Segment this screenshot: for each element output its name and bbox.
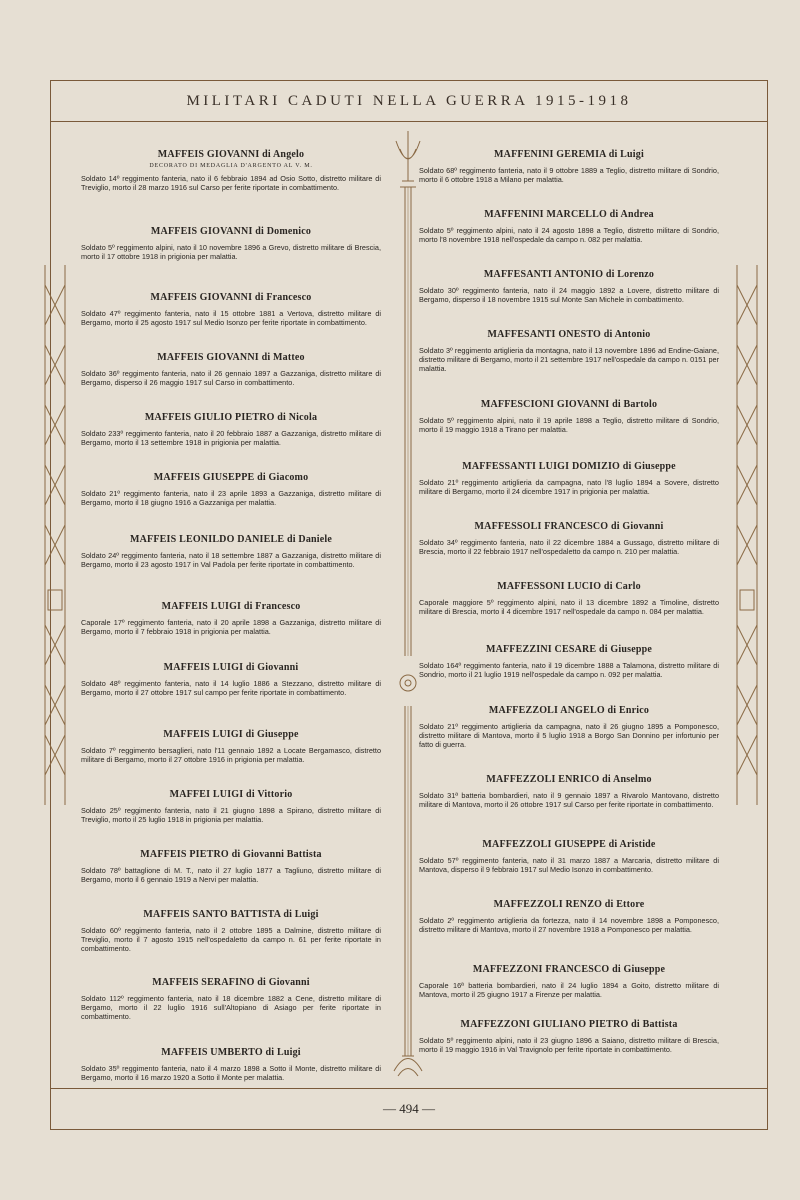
record-entry	[81, 226, 381, 261]
record-entry	[419, 644, 719, 679]
record-name: MAFFENINI GEREMIA di Luigi	[494, 149, 644, 160]
record-entry	[419, 329, 719, 373]
record-text: Soldato 25º reggimento fanteria, nato il 21 giugno 1898 a Spirano, distretto militare di Treviglio, morto il 25 luglio 1918 in prigionia per malattia.	[81, 806, 381, 824]
record-text: Soldato 3º reggimento artiglieria da montagna, nato il 13 novembre 1896 ad Endine-Gaiane, distretto militare di Bergamo, morto il 21 settembre 1917 nell'ospedale da campo n. 0151 per malattia.	[419, 346, 719, 373]
record-entry	[81, 789, 381, 824]
record-entry	[419, 399, 719, 434]
record-text: Soldato 68º reggimento fanteria, nato il 9 ottobre 1889 a Teglio, distretto militare di Sondrio, morto il 6 ottobre 1918 a Milano per malattia.	[419, 166, 719, 184]
record-text: Soldato 2º reggimento artiglieria da fortezza, nato il 14 novembre 1898 a Pomponesco, distretto militare di Mantova, morto il 27 novembre 1918 a Pomponesco per malattia.	[419, 916, 719, 934]
record-text: Soldato 34º reggimento fanteria, nato il 22 dicembre 1884 a Gussago, distretto militare di Brescia, morto il 22 febbraio 1917 nell'ospedaletto da campo n. 210 per malattia.	[419, 538, 719, 556]
record-entry	[419, 839, 719, 874]
record-text: Soldato 21º reggimento fanteria, nato il 23 aprile 1893 a Gazzaniga, distretto militare di Bergamo, morto il 18 giugno 1916 a Gazzaniga per malattia.	[81, 489, 381, 507]
record-text: Caporale 17º reggimento fanteria, nato il 20 aprile 1898 a Gazzaniga, distretto militare di Bergamo, morto il 7 febbraio 1918 in prigionia per malattia.	[81, 618, 381, 636]
record-name: MAFFEIS GIOVANNI di Angelo	[157, 149, 305, 160]
record-entry	[81, 662, 381, 697]
record-name: MAFFEIS GIUSEPPE di Giacomo	[153, 472, 309, 483]
record-entry	[419, 1019, 719, 1054]
record-name: MAFFEIS UMBERTO di Luigi	[161, 1047, 301, 1058]
record-entry	[419, 269, 719, 304]
record-name: MAFFESANTI ANTONIO di Lorenzo	[483, 269, 655, 280]
record-text: Soldato 5º reggimento alpini, nato il 19 aprile 1898 a Teglio, distretto militare di Sondrio, morto il 19 maggio 1918 a Tirano per malattia.	[419, 416, 719, 434]
record-entry	[81, 534, 381, 569]
page-number: — 494 —	[383, 1101, 435, 1116]
record-text: Soldato 30º reggimento fanteria, nato il 24 maggio 1892 a Lovere, distretto militare di Bergamo, disperso il 18 novembre 1915 sul Monte San Michele in combattimento.	[419, 286, 719, 304]
record-entry	[419, 899, 719, 934]
footer-rule	[51, 1088, 767, 1089]
record-entry	[419, 149, 719, 184]
record-entry	[419, 774, 719, 809]
record-name: MAFFEIS GIOVANNI di Matteo	[157, 352, 305, 363]
record-text: Soldato 21º reggimento artiglieria da campagna, nato il 26 giugno 1895 a Pomponesco, distretto militare di Mantova, morto il 5 luglio 1918 a Borgo San Donnino per infortunio per fatto di guerra.	[419, 722, 719, 749]
record-text: Caporale 16ª batteria bombardieri, nato il 24 luglio 1894 a Goito, distretto militare di Mantova, morto il 25 giugno 1917 a Firenze per malattia.	[419, 981, 719, 999]
record-name: MAFFEIS GIOVANNI di Domenico	[150, 226, 312, 237]
record-text: Soldato 24º reggimento fanteria, nato il 18 settembre 1887 a Gazzaniga, distretto militare di Bergamo, morto il 23 agosto 1917 in Val Padola per ferite riportate in combattimento.	[81, 551, 381, 569]
record-entry	[419, 209, 719, 244]
record-entry	[81, 472, 381, 507]
record-text: Soldato 35º reggimento fanteria, nato il 4 marzo 1898 a Sotto il Monte, distretto militare di Bergamo, morto il 16 marzo 1920 a Sotto il Monte per malattia.	[81, 1064, 381, 1082]
record-text: Soldato 36º reggimento fanteria, nato il 26 gennaio 1897 a Gazzaniga, distretto militare di Bergamo, disperso il 26 maggio 1917 sul Carso in combattimento.	[81, 369, 381, 387]
record-name: MAFFESCIONI GIOVANNI di Bartolo	[480, 399, 658, 410]
record-name: MAFFEIS LUIGI di Giuseppe	[163, 729, 299, 740]
record-entry	[81, 149, 381, 192]
record-name: MAFFEIS LUIGI di Giovanni	[163, 662, 299, 673]
record-entry	[419, 705, 719, 749]
record-text: Soldato 164º reggimento fanteria, nato il 19 dicembre 1888 a Talamona, distretto militare di Sondrio, morto il 21 luglio 1919 nell'ospedale da campo n. 092 per malattia.	[419, 661, 719, 679]
record-name: MAFFESSOLI FRANCESCO di Giovanni	[474, 521, 664, 532]
record-name: MAFFEZZOLI RENZO di Ettore	[493, 899, 645, 910]
record-text: Soldato 21º reggimento artiglieria da campagna, nato l'8 luglio 1894 a Sovere, distretto militare di Bergamo, morto il 24 dicembre 1917 in prigionia per malattia.	[419, 478, 719, 496]
page-frame	[50, 80, 768, 1130]
record-name: MAFFEIS LEONILDO DANIELE di Daniele	[129, 534, 333, 545]
record-name: MAFFEIS SERAFINO di Giovanni	[152, 977, 310, 988]
record-text: Soldato 78º battaglione di M. T., nato il 27 luglio 1877 a Tagliuno, distretto militare di Bergamo, morto il 6 gennaio 1919 a Nervi per malattia.	[81, 866, 381, 884]
record-entry	[81, 729, 381, 764]
record-decoration: DECORATO DI MEDAGLIA D'ARGENTO AL V. M.	[149, 163, 313, 169]
record-entry	[81, 352, 381, 387]
record-entry	[419, 964, 719, 999]
record-entry	[81, 977, 381, 1021]
record-text: Soldato 5º reggimento alpini, nato il 23 giugno 1896 a Saiano, distretto militare di Brescia, morto il 19 maggio 1916 in Val Travignolo per ferite riportate in combattimento.	[419, 1036, 719, 1054]
left-side-ornament	[40, 265, 70, 805]
record-name: MAFFESSONI LUCIO di Carlo	[497, 581, 641, 592]
record-name: MAFFENINI MARCELLO di Andrea	[484, 209, 654, 220]
record-name: MAFFEIS GIULIO PIETRO di Nicola	[144, 412, 318, 423]
record-entry	[81, 601, 381, 636]
record-entry	[81, 849, 381, 884]
record-entry	[419, 521, 719, 556]
record-entry	[81, 292, 381, 327]
record-text: Soldato 47º reggimento fanteria, nato il 15 ottobre 1881 a Vertova, distretto militare di Bergamo, morto il 25 agosto 1917 sul Medio Isonzo per ferite riportate in combattimento.	[81, 309, 381, 327]
record-name: MAFFEZZINI CESARE di Giuseppe	[485, 644, 653, 655]
record-entry	[419, 461, 719, 496]
page-title: MILITARI CADUTI NELLA GUERRA 1915-1918	[186, 92, 632, 109]
record-text: Soldato 112º reggimento fanteria, nato il 18 dicembre 1882 a Cene, distretto militare di Bergamo, morto il 22 luglio 1916 sull'Altopiano di Asiago per ferite riportate in combattimento.	[81, 994, 381, 1021]
record-text: Soldato 7º reggimento bersaglieri, nato l'11 gennaio 1892 a Locate Bergamasco, distretto militare di Bergamo, morto il 27 ottobre 1916 in prigionia per malattia.	[81, 746, 381, 764]
record-text: Soldato 5º reggimento alpini, nato il 10 novembre 1896 a Grevo, distretto militare di Brescia, morto il 17 ottobre 1918 in prigionia per malattia.	[81, 243, 381, 261]
record-text: Soldato 31ª batteria bombardieri, nato il 9 gennaio 1897 a Rivarolo Mantovano, distretto militare di Mantova, morto il 26 ottobre 1917 sul Carso per ferite riportate in combattimento.	[419, 791, 719, 809]
record-name: MAFFEZZONI FRANCESCO di Giuseppe	[472, 964, 666, 975]
record-name: MAFFEIS LUIGI di Francesco	[161, 601, 301, 612]
record-name: MAFFEZZONI GIULIANO PIETRO di Battista	[460, 1019, 678, 1030]
record-name: MAFFEZZOLI ENRICO di Anselmo	[486, 774, 652, 785]
record-name: MAFFEZZOLI ANGELO di Enrico	[488, 705, 650, 716]
record-text: Soldato 14º reggimento fanteria, nato il 6 febbraio 1894 ad Osio Sotto, distretto militare di Treviglio, morto il 28 marzo 1916 sul Carso per ferite riportate in combattimento.	[81, 174, 381, 192]
header-band	[51, 81, 767, 122]
record-name: MAFFESANTI ONESTO di Antonio	[487, 329, 651, 340]
record-entry	[419, 581, 719, 616]
record-name: MAFFEIS SANTO BATTISTA di Luigi	[143, 909, 319, 920]
record-text: Soldato 233º reggimento fanteria, nato il 20 febbraio 1887 a Gazzaniga, distretto militare di Bergamo, morto il 13 settembre 1918 in prigionia per malattia.	[81, 429, 381, 447]
record-text: Soldato 48º reggimento fanteria, nato il 14 luglio 1886 a Stezzano, distretto militare di Bergamo, morto il 27 ottobre 1917 sul campo per ferite riportate in combattimento.	[81, 679, 381, 697]
record-name: MAFFEIS PIETRO di Giovanni Battista	[140, 849, 322, 860]
record-entry	[81, 909, 381, 953]
record-entry	[81, 412, 381, 447]
record-text: Soldato 5º reggimento alpini, nato il 24 agosto 1898 a Teglio, distretto militare di Sondrio, morto l'8 novembre 1918 nell'ospedale da campo n. 082 per malattia.	[419, 226, 719, 244]
right-side-ornament	[732, 265, 762, 805]
record-name: MAFFEI LUIGI di Vittorio	[169, 789, 293, 800]
record-name: MAFFEZZOLI GIUSEPPE di Aristide	[482, 839, 656, 850]
record-text: Soldato 60º reggimento fanteria, nato il 2 ottobre 1895 a Dalmine, distretto militare di Treviglio, morto il 7 agosto 1915 nell'ospedaletto da campo n. 61 per ferite riportate in combattimento.	[81, 926, 381, 953]
record-text: Soldato 57º reggimento fanteria, nato il 31 marzo 1887 a Marcaria, distretto militare di Mantova, disperso il 9 febbraio 1917 sul Medio Isonzo in combattimento.	[419, 856, 719, 874]
record-text: Caporale maggiore 5º reggimento alpini, nato il 13 dicembre 1892 a Timoline, distretto militare di Brescia, morto il 4 dicembre 1917 nell'ospedale da campo n. 084 per malattia.	[419, 598, 719, 616]
record-name: MAFFEIS GIOVANNI di Francesco	[150, 292, 312, 303]
record-name: MAFFESSANTI LUIGI DOMIZIO di Giuseppe	[462, 461, 676, 472]
record-entry	[81, 1047, 381, 1082]
